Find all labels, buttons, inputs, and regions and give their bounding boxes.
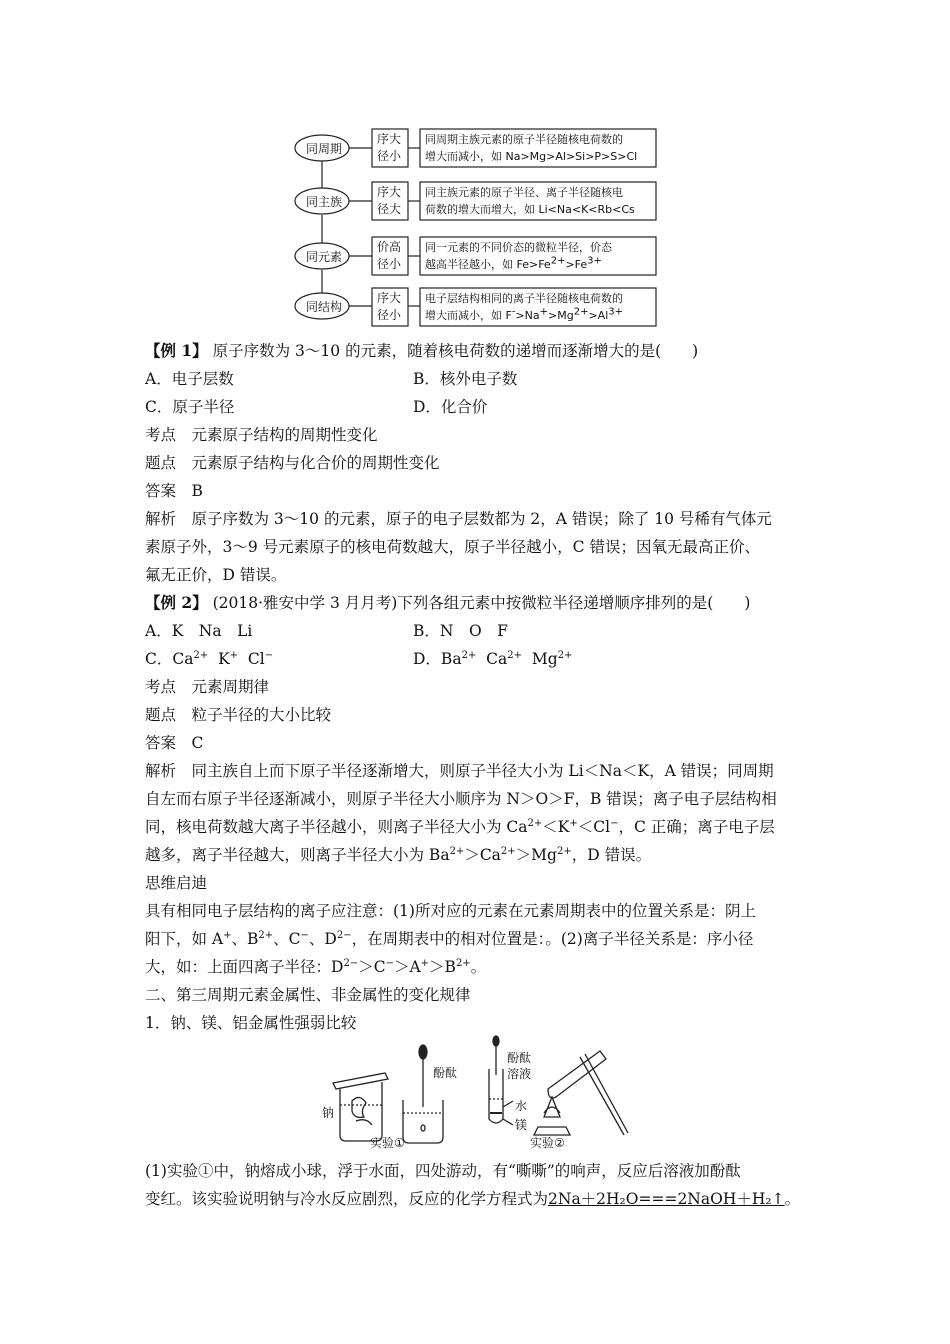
label-phenol-solution-1: 酚酞: [507, 1051, 532, 1065]
thinking-line: 阳下，如 A+、$B^{2+}$、C−、$D^{2-}$，在周期表中的相对位置是：。(2)离子半径关系是：序小径: [145, 929, 754, 948]
example-1-stem: 【例 1】 原子序数为 3～10 的元素，随着核电荷数的递增而逐渐增大的是( ): [145, 341, 699, 360]
example-2-analysis-line: 解析 同主族自上而下原子半径逐渐增大，则原子半径大小为 Li＜Na＜K，A 错误；同周期: [145, 762, 774, 780]
desc-text: 同一元素的不同价态的微粒半径，价态 越高半径越小，如 $Fe>Fe^{2+}>Fe^{3+}$: [425, 241, 612, 271]
label-phenol-solution-2: 溶液: [507, 1067, 532, 1081]
short-label: 序大 径小: [377, 132, 402, 163]
reaction-equation: 2Na＋2H₂O===2NaOH＋H₂↑: [548, 1190, 785, 1208]
thinking-line: 大，如：上面四离子半径：$D^{2-}>C^->A^+>B^{2+}$。: [145, 957, 487, 976]
node-label: 同主族: [306, 195, 343, 209]
experiment-figure: [0, 1035, 950, 1160]
thinking-line: 具有相同电子层结构的离子应注意：(1)所对应的元素在元素周期表中的位置关系是：阴上: [145, 902, 756, 920]
example-2-tidian: 题点 粒子半径的大小比较: [145, 706, 332, 724]
example-1-kaodian: 考点 元素原子结构的周期性变化: [145, 426, 378, 444]
paragraph-line: 变红。该实验说明钠与冷水反应剧烈，反应的化学方程式为2Na＋2H₂O===2NaOH＋H₂↑。: [145, 1190, 801, 1208]
example-2-options-row1: A．K Na Li B．N O F: [145, 622, 508, 640]
example-2-analysis-line: 越多，离子半径越大，则离子半径大小为 $Ba^{2+}>Ca^{2+}>Mg^{2+}$，D 错误。: [145, 845, 652, 864]
label-experiment-2: 实验②: [530, 1136, 565, 1150]
example-1-analysis-line: 解析 原子序数为 3～10 的元素，原子的电子层数都为 2，A 错误；除了 10 号稀有气体元: [145, 510, 772, 528]
node-label: 同周期: [306, 142, 343, 156]
section-heading: 二、第三周期元素金属性、非金属性的变化规律: [145, 986, 471, 1004]
label-water: 水: [515, 1099, 528, 1113]
example-1-options-row2: C．原子半径 D．化合价: [145, 398, 488, 416]
paragraph-line: (1)实验①中，钠熔成小球，浮于水面，四处游动，有“嘶嘶”的响声，反应后溶液加酚酞: [145, 1162, 741, 1180]
example-2-kaodian: 考点 元素周期律: [145, 678, 270, 696]
node-label: 同结构: [306, 300, 343, 314]
desc-text: 电子层结构相同的离子半径随核电荷数的 增大而减小，如 $F^->Na^+>Mg^{2+}>Al^{3+}$: [425, 292, 624, 322]
beaker-2: [403, 1045, 443, 1143]
subsection-heading: 1．钠、镁、铝金属性强弱比较: [145, 1014, 357, 1032]
short-label: 序大 径大: [377, 185, 402, 216]
desc-text: 同主族元素的原子半径、离子半径随核电 荷数的增大而增大，如 Li<Na<K<Rb<Cs: [425, 186, 635, 216]
example-1-options-row1: A．电子层数 B．核外电子数: [145, 370, 518, 388]
example-1-tidian: 题点 元素原子结构与化合价的周期性变化: [145, 454, 440, 472]
example-1-analysis-line: 素原子外，3～9 号元素原子的核电荷数越大，原子半径越小，C 错误；因氧无最高正价、: [145, 538, 760, 556]
thinking-title: 思维启迪: [145, 874, 208, 892]
radius-rules-diagram: [0, 0, 950, 340]
desc-text: 同周期主族元素的原子半径随核电荷数的 增大而减小，如 Na>Mg>Al>Si>P>S>Cl: [425, 133, 638, 163]
example-2-analysis-line: 同，核电荷数越大离子半径越小，则离子半径大小为 $Ca^{2+}<K^+<Cl^-$，C 正确；离子电子层: [145, 817, 775, 836]
node-label: 同元素: [306, 250, 343, 264]
example-2-options-row2: C．$Ca^{2+}$ K+ Cl− D．$Ba^{2+}$ $Ca^{2+}$ $Mg^{2+}$: [145, 649, 573, 668]
label-phenolphthalein: 酚酞: [433, 1066, 458, 1080]
example-1-analysis-line: 氟无正价，D 错误。: [145, 566, 287, 584]
example-2-answer: 答案 C: [145, 734, 204, 752]
example-1-answer: 答案 B: [145, 482, 203, 500]
label-sodium: 钠: [322, 1106, 335, 1120]
label-magnesium: 镁: [515, 1118, 528, 1132]
example-2-analysis-line: 自左而右原子半径逐渐减小，则原子半径大小顺序为 N＞O＞F，B 错误；离子电子层结构相: [145, 790, 777, 808]
label-experiment-1: 实验①: [370, 1136, 405, 1150]
example-2-stem: 【例 2】 (2018·雅安中学 3 月月考)下列各组元素中按微粒半径递增顺序排列的是( ): [145, 593, 751, 612]
short-label: 价高 径小: [377, 240, 402, 271]
heated-tube: [534, 1051, 628, 1135]
beaker-1: [333, 1073, 388, 1141]
short-label: 序大 径小: [377, 291, 402, 322]
